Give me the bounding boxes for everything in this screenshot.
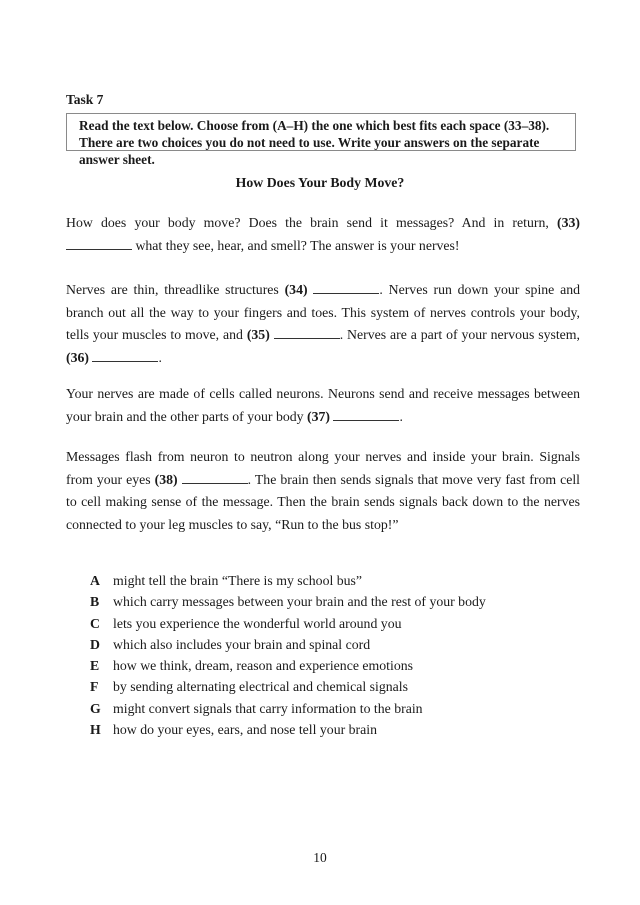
paragraph-text: Messages flash from neuron to neutron along your nerves and inside your brain. Signals from your eyes bbox=[66, 449, 580, 487]
option-g bbox=[90, 701, 486, 722]
option-f bbox=[90, 679, 486, 700]
paragraph-text: . bbox=[399, 408, 403, 424]
gap-34-blank[interactable] bbox=[313, 281, 379, 294]
option-letter: C bbox=[90, 615, 100, 631]
paragraph-text: . Nerves are a part of your nervous system, bbox=[339, 327, 580, 342]
gap-33-number: (33) bbox=[557, 215, 580, 230]
option-text: by sending alternating electrical and chemical signals bbox=[113, 679, 408, 695]
paragraph-text: what they see, hear, and smell? The answer is your nerves! bbox=[132, 237, 460, 253]
option-letter: G bbox=[90, 700, 101, 716]
options-list bbox=[90, 573, 486, 743]
option-letter: E bbox=[90, 658, 100, 674]
option-text: lets you experience the wonderful world around you bbox=[113, 615, 402, 631]
option-letter: D bbox=[90, 636, 100, 652]
paragraph-text: . bbox=[158, 349, 162, 365]
gap-34-number: (34) bbox=[284, 282, 308, 297]
paragraph-text: Nerves are thin, threadlike structures bbox=[66, 282, 285, 297]
option-text: might convert signals that carry information to the brain bbox=[113, 700, 423, 716]
gap-38-number: (38) bbox=[154, 471, 178, 487]
gap-38-blank[interactable] bbox=[182, 471, 248, 484]
paragraph-text: How does your body move? Does the brain send it messages? And in return, bbox=[66, 215, 557, 230]
option-text: how do your eyes, ears, and nose tell your brain bbox=[113, 722, 377, 738]
gap-33-blank[interactable] bbox=[66, 237, 132, 250]
option-h bbox=[90, 722, 486, 743]
gap-36-number: (36) bbox=[66, 349, 89, 365]
option-text: which also includes your brain and spinal cord bbox=[113, 636, 371, 652]
paragraph-4 bbox=[66, 446, 580, 536]
paragraph-text: . The brain then sends signals that move very fast from cell to cell making sense of the message. Then the brain sends signals back down to the nerves connected to your leg muscles to say, “Run to the bus stop!” bbox=[66, 471, 581, 532]
option-letter: F bbox=[90, 679, 99, 695]
option-d bbox=[90, 637, 486, 658]
paragraph-text: . Nerves run down your spine and branch out all the way to your fingers and toes. This system of nerves controls your body, tells your muscles to move, and bbox=[66, 282, 581, 342]
paragraph-3 bbox=[66, 383, 580, 428]
gap-37-blank[interactable] bbox=[333, 408, 399, 421]
instructions-box: Read the text below. Choose from (A–H) the one which best fits each space (33–38). There are two choices you do not need to use. Write your answers on the separate answer sheet. bbox=[66, 113, 576, 151]
page-number: 10 bbox=[313, 850, 327, 865]
option-letter: A bbox=[90, 573, 100, 588]
option-text: how we think, dream, reason and experience emotions bbox=[113, 658, 413, 674]
gap-37-number: (37) bbox=[307, 408, 331, 424]
text-title: How Does Your Body Move? bbox=[235, 175, 405, 190]
option-letter: B bbox=[90, 594, 100, 610]
option-b bbox=[90, 594, 486, 615]
option-a bbox=[90, 573, 486, 594]
paragraph-2 bbox=[66, 279, 580, 369]
paragraph-text: Your nerves are made of cells called neurons. Neurons send and receive messages between your brain and the other parts of your body bbox=[66, 386, 580, 424]
task-label: Task 7 bbox=[66, 92, 104, 107]
option-text: which carry messages between your brain and the rest of your body bbox=[113, 594, 486, 610]
gap-36-blank[interactable] bbox=[92, 349, 158, 362]
gap-35-blank[interactable] bbox=[274, 326, 340, 339]
option-e bbox=[90, 658, 486, 679]
option-c bbox=[90, 616, 486, 637]
paragraph-1 bbox=[66, 212, 580, 257]
option-letter: H bbox=[90, 722, 101, 738]
gap-35-number: (35) bbox=[246, 327, 270, 342]
option-text: might tell the brain “There is my school bus” bbox=[113, 573, 363, 588]
